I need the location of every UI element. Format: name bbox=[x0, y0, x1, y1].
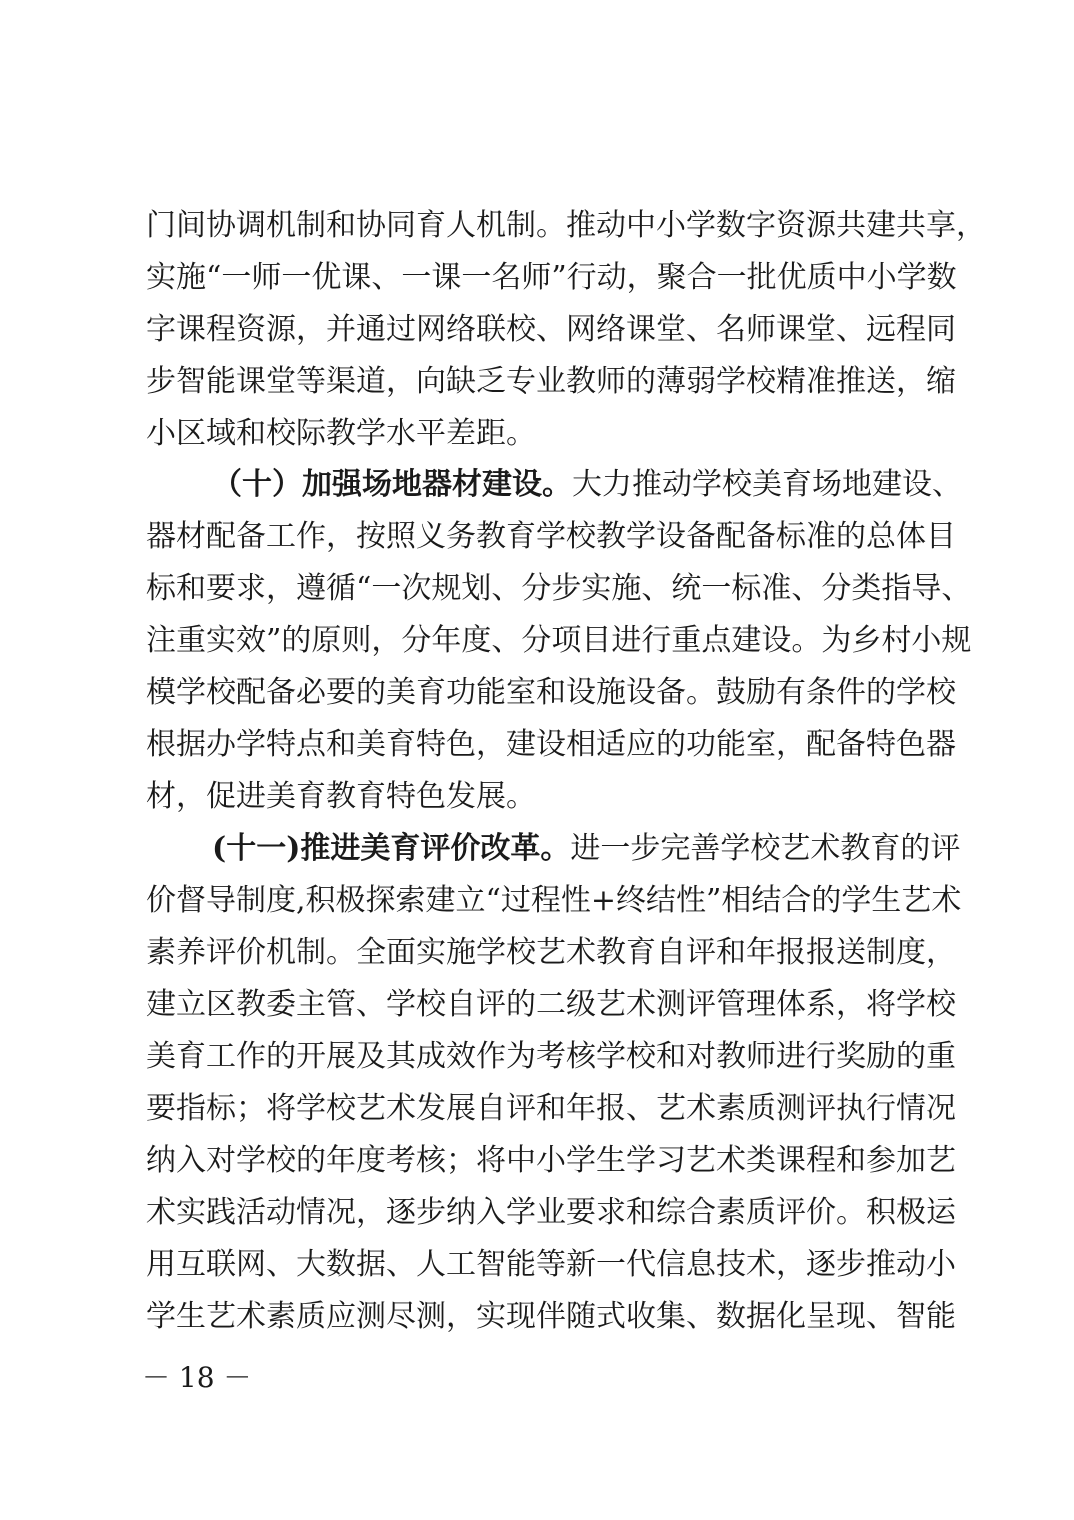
p3-line-4: 建立区教委主管、学校自评的二级艺术测评管理体系，将学校 bbox=[146, 987, 956, 1022]
p1-line-3: 字课程资源，并通过网络联校、网络课堂、名师课堂、远程同 bbox=[146, 312, 956, 347]
p2-first-rest: 大力推动学校美育场地建设、 bbox=[572, 467, 962, 502]
p2-line-1 bbox=[212, 457, 962, 513]
p2-line-7: 材，促进美育教育特色发展。 bbox=[146, 779, 536, 814]
p3-line-2: 价督导制度,积极探索建立“过程性+终结性”相结合的学生艺术 bbox=[146, 883, 962, 918]
p3-line-7: 纳入对学校的年度考核；将中小学生学习艺术类课程和参加艺 bbox=[146, 1143, 956, 1178]
p3-first-rest: 进一步完善学校艺术教育的评 bbox=[570, 831, 961, 866]
p1-line-5: 小区域和校际教学水平差距。 bbox=[146, 416, 536, 451]
p2-line-6: 根据办学特点和美育特色，建设相适应的功能室，配备特色器 bbox=[146, 727, 956, 762]
p1-line-2: 实施“一师一优课、一课一名师”行动，聚合一批优质中小学数 bbox=[146, 260, 957, 295]
p3-line-6: 要指标；将学校艺术发展自评和年报、艺术素质测评执行情况 bbox=[146, 1091, 956, 1126]
p3-line-1 bbox=[212, 821, 961, 877]
p2-line-2: 器材配备工作，按照义务教育学校教学设备配备标准的总体目 bbox=[146, 519, 956, 554]
p3-line-5: 美育工作的开展及其成效作为考核学校和对教师进行奖励的重 bbox=[146, 1039, 956, 1074]
p3-line-8: 术实践活动情况，逐步纳入学业要求和综合素质评价。积极运 bbox=[146, 1195, 956, 1230]
p2-line-3: 标和要求，遵循“一次规划、分步实施、统一标准、分类指导、 bbox=[146, 571, 972, 606]
p3-line-9: 用互联网、大数据、人工智能等新一代信息技术，逐步推动小 bbox=[146, 1247, 956, 1282]
p3-line-3: 素养评价机制。全面实施学校艺术教育自评和年报报送制度， bbox=[146, 935, 956, 970]
page-number: － 18 － bbox=[142, 1361, 252, 1394]
p1-line-4: 步智能课堂等渠道，向缺乏专业教师的薄弱学校精准推送，缩 bbox=[146, 364, 956, 399]
p1-line-1: 门间协调机制和协同育人机制。推动中小学数字资源共建共享， bbox=[146, 208, 986, 243]
p2-line-5: 模学校配备必要的美育功能室和设施设备。鼓励有条件的学校 bbox=[146, 675, 956, 710]
p3-heading: (十一)推进美育评价改革。 bbox=[212, 831, 571, 866]
p2-heading: （十）加强场地器材建设。 bbox=[212, 467, 572, 502]
p3-line-10: 学生艺术素质应测尽测，实现伴随式收集、数据化呈现、智能 bbox=[146, 1299, 956, 1334]
p2-line-4: 注重实效”的原则，分年度、分项目进行重点建设。为乡村小规 bbox=[146, 623, 972, 658]
